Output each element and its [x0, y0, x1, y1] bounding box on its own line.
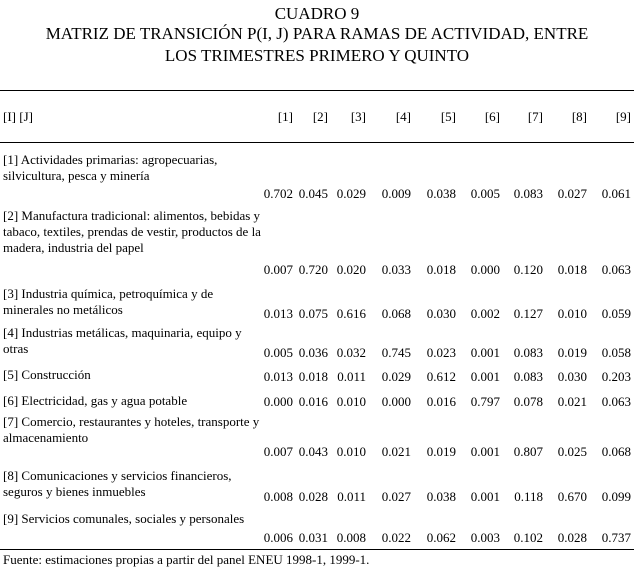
table-cell: 0.038: [426, 489, 456, 504]
row-label: [2] Manufactura tradicional: alimentos, bebidas y tabaco, textiles, prendas de vestir, productos de la madera, industria del papel: [3, 208, 261, 255]
row-label: [8] Comunicaciones y servicios financieros, seguros y bienes inmuebles: [3, 468, 232, 499]
table-cell: 0.010: [336, 444, 366, 459]
table-cell: 0.062: [426, 530, 456, 545]
column-header: [7]: [527, 109, 543, 124]
table-cell: 0.000: [470, 262, 500, 277]
table-cell: 0.009: [381, 186, 411, 201]
top-rule: [0, 90, 634, 91]
row-label: [3] Industria química, petroquímica y de minerales no metálicos: [3, 286, 214, 317]
table-cell: 0.005: [263, 345, 293, 360]
table-cell: 0.745: [381, 345, 411, 360]
table-cell: 0.011: [337, 489, 366, 504]
table-cell: 0.028: [298, 489, 328, 504]
table-cell: 0.007: [263, 262, 293, 277]
table-cell: 0.021: [557, 394, 587, 409]
table-cell: 0.013: [263, 306, 293, 321]
table-cell: 0.008: [263, 489, 293, 504]
table-cell: 0.118: [514, 489, 543, 504]
bottom-rule: [0, 549, 634, 550]
table-cell: 0.036: [298, 345, 328, 360]
table-cell: 0.023: [426, 345, 456, 360]
table-cell: 0.120: [513, 262, 543, 277]
table-cell: 0.807: [513, 444, 543, 459]
column-header: [1]: [277, 109, 293, 124]
column-header: [6]: [484, 109, 500, 124]
table-cell: 0.025: [557, 444, 587, 459]
table-cell: 0.033: [381, 262, 411, 277]
table-cell: 0.059: [601, 306, 631, 321]
table-cell: 0.027: [381, 489, 411, 504]
table-cell: 0.016: [426, 394, 456, 409]
column-header: [8]: [571, 109, 587, 124]
table-cell: 0.032: [336, 345, 366, 360]
column-header: [3]: [350, 109, 366, 124]
row-label: [1] Actividades primarias: agropecuarias, silvicultura, pesca y minería: [3, 152, 218, 183]
table-cell: 0.737: [601, 530, 631, 545]
table-number: CUADRO 9: [274, 4, 360, 23]
table-cell: 0.612: [426, 369, 456, 384]
table-cell: 0.670: [557, 489, 587, 504]
table-cell: 0.029: [381, 369, 411, 384]
table-cell: 0.043: [298, 444, 328, 459]
table-title-line-2: LOS TRIMESTRES PRIMERO Y QUINTO: [164, 46, 470, 65]
table-cell: 0.020: [336, 262, 366, 277]
table-cell: 0.127: [513, 306, 543, 321]
row-label: [5] Construcción: [3, 367, 91, 382]
table-cell: 0.001: [470, 369, 500, 384]
table-cell: 0.797: [470, 394, 500, 409]
table-cell: 0.063: [601, 262, 631, 277]
table-cell: 0.102: [513, 530, 543, 545]
column-header: [9]: [615, 109, 631, 124]
table-cell: 0.008: [336, 530, 366, 545]
table-cell: 0.068: [381, 306, 411, 321]
row-label: [9] Servicios comunales, sociales y personales: [3, 511, 245, 526]
table-cell: 0.011: [337, 369, 366, 384]
table-cell: 0.075: [298, 306, 328, 321]
table-cell: 0.031: [298, 530, 328, 545]
row-label: [6] Electricidad, gas y agua potable: [3, 393, 188, 408]
table-cell: 0.030: [557, 369, 587, 384]
table-cell: 0.068: [601, 444, 631, 459]
table-cell: 0.203: [601, 369, 631, 384]
table-cell: 0.016: [298, 394, 328, 409]
table-cell: 0.045: [298, 186, 328, 201]
table-cell: 0.006: [263, 530, 293, 545]
source-note: Fuente: estimaciones propias a partir del panel ENEU 1998-1, 1999-1.: [3, 552, 370, 567]
table-cell: 0.001: [470, 489, 500, 504]
table-cell: 0.000: [381, 394, 411, 409]
table-cell: 0.019: [426, 444, 456, 459]
table-cell: 0.030: [426, 306, 456, 321]
table-cell: 0.028: [557, 530, 587, 545]
column-header: [2]: [312, 109, 328, 124]
table-title-line-1: MATRIZ DE TRANSICIÓN P(I, J) PARA RAMAS DE ACTIVIDAD, ENTRE: [45, 24, 589, 43]
table-cell: 0.001: [470, 345, 500, 360]
header-rule: [0, 142, 634, 143]
column-header: [5]: [440, 109, 456, 124]
table-cell: 0.001: [470, 444, 500, 459]
row-label: [4] Industrias metálicas, maquinaria, equipo y otras: [3, 325, 242, 356]
column-header: [4]: [395, 109, 411, 124]
table-cell: 0.078: [513, 394, 543, 409]
table-cell: 0.061: [601, 186, 631, 201]
table-cell: 0.022: [381, 530, 411, 545]
table-cell: 0.720: [298, 262, 328, 277]
table-cell: 0.018: [298, 369, 328, 384]
corner-label: [I] [J]: [3, 109, 33, 124]
table-cell: 0.007: [263, 444, 293, 459]
table-cell: 0.616: [336, 306, 366, 321]
table-cell: 0.010: [557, 306, 587, 321]
table-cell: 0.010: [336, 394, 366, 409]
table-cell: 0.002: [470, 306, 500, 321]
table-cell: 0.063: [601, 394, 631, 409]
table-cell: 0.018: [426, 262, 456, 277]
table-cell: 0.083: [513, 186, 543, 201]
table-cell: 0.027: [557, 186, 587, 201]
table-cell: 0.099: [601, 489, 631, 504]
table-cell: 0.702: [263, 186, 293, 201]
table-cell: 0.018: [557, 262, 587, 277]
table-cell: 0.083: [513, 369, 543, 384]
table-cell: 0.058: [601, 345, 631, 360]
table-cell: 0.005: [470, 186, 500, 201]
table-cell: 0.038: [426, 186, 456, 201]
table-cell: 0.003: [470, 530, 500, 545]
table-cell: 0.019: [557, 345, 587, 360]
table-cell: 0.029: [336, 186, 366, 201]
table-cell: 0.083: [513, 345, 543, 360]
row-label: [7] Comercio, restaurantes y hoteles, transporte y almacenamiento: [3, 414, 260, 445]
table-cell: 0.021: [381, 444, 411, 459]
table-cell: 0.013: [263, 369, 293, 384]
table-cell: 0.000: [263, 394, 293, 409]
